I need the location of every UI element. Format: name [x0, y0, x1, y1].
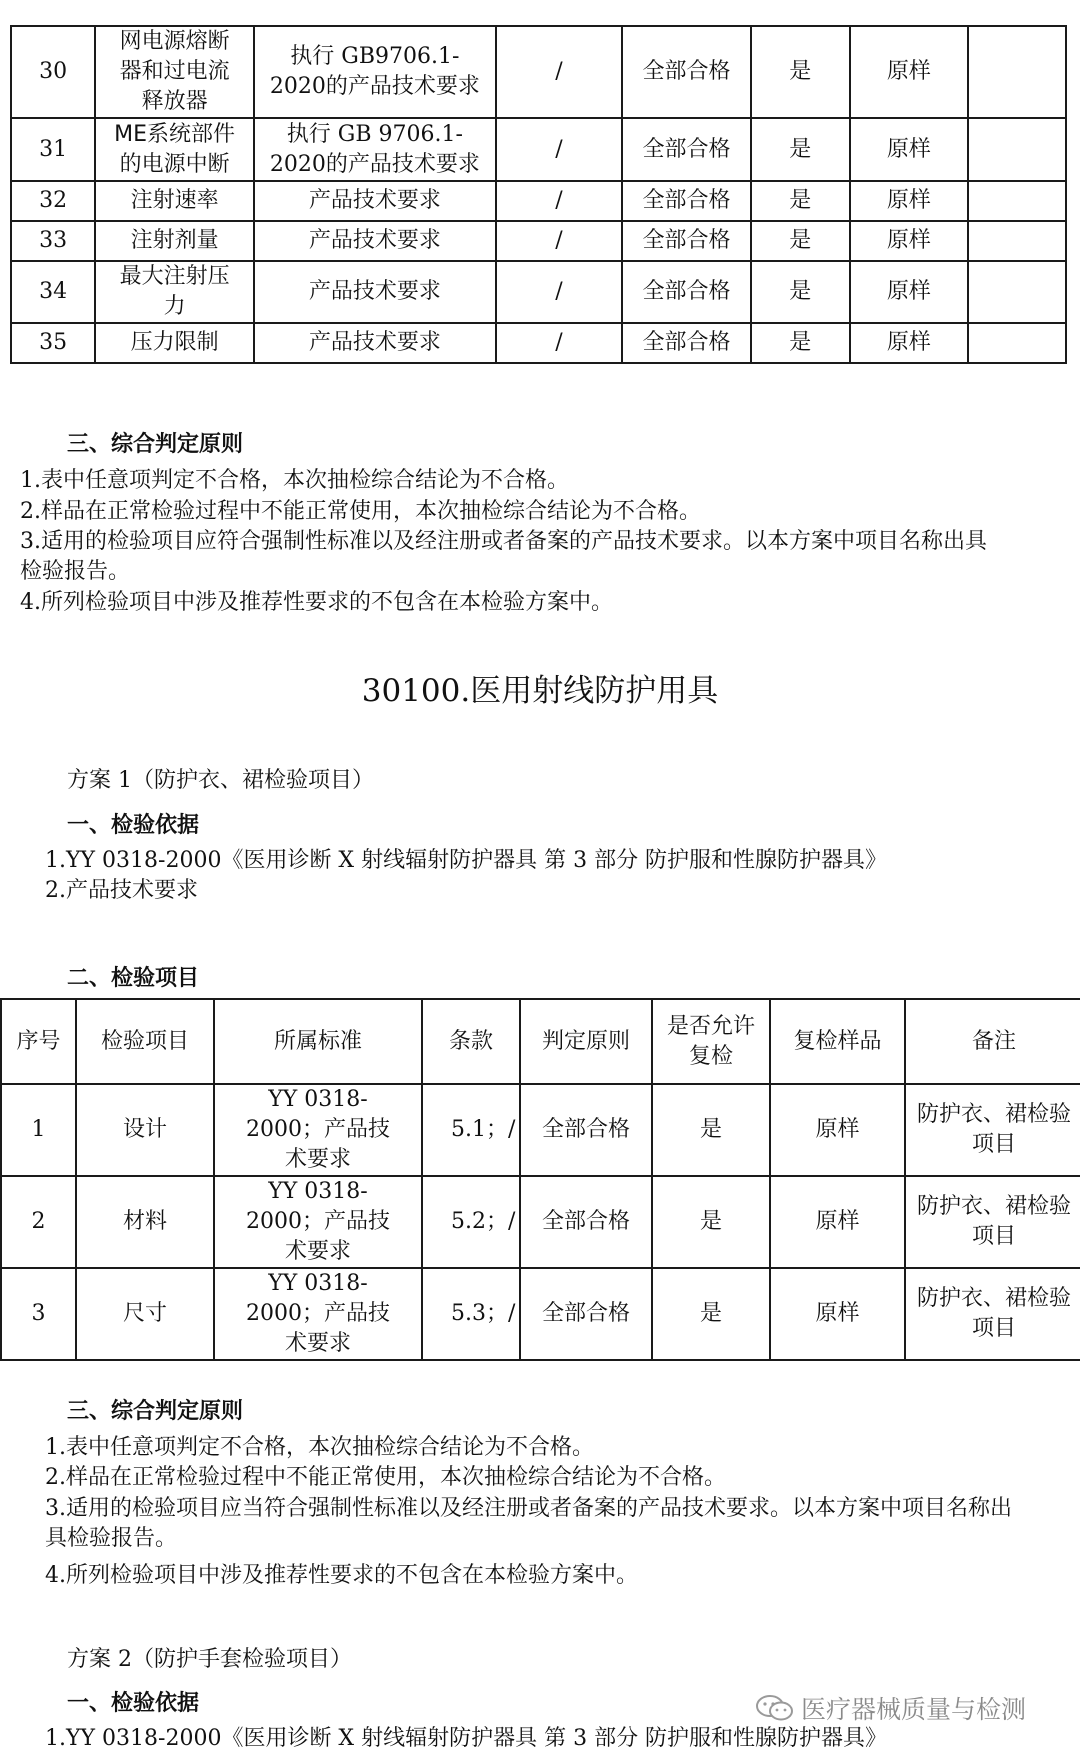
header-clause: 条款	[422, 999, 520, 1084]
cell-sample: 原样	[770, 1176, 905, 1268]
cell-sample: 原样	[850, 221, 969, 261]
cell-no: 35	[11, 323, 95, 363]
cell-recheck: 是	[751, 181, 850, 221]
inspection-items-table	[0, 998, 1080, 1361]
table-row	[11, 221, 1066, 261]
cell-clause: /	[496, 26, 622, 118]
table-row	[1, 1084, 1080, 1176]
cell-rule: 全部合格	[520, 1084, 652, 1176]
basis-line: 1.YY 0318-2000《医用诊断 X 射线辐射防护器具 第 3 部分 防护服和性腺防护器具》	[45, 1726, 888, 1751]
judgement-line: 具检验报告。	[45, 1526, 178, 1551]
cell-no: 33	[11, 221, 95, 261]
table-header-row	[1, 999, 1080, 1084]
cell-no: 2	[1, 1176, 76, 1268]
cell-rule: 全部合格	[520, 1268, 652, 1360]
cell-clause: 5.3；/	[422, 1268, 520, 1360]
table-row	[11, 181, 1066, 221]
inspection-table-continued	[10, 25, 1067, 364]
cell-item: 网电源熔断器和过电流释放器	[95, 26, 254, 118]
cell-note: 防护衣、裙检验项目	[905, 1084, 1080, 1176]
cell-recheck: 是	[751, 118, 850, 181]
items-heading: 二、检验项目	[67, 966, 200, 991]
header-item: 检验项目	[76, 999, 214, 1084]
judgement-line: 3.适用的检验项目应当符合强制性标准以及经注册或者备案的产品技术要求。以本方案中项目名称出	[45, 1496, 1012, 1521]
cell-rule: 全部合格	[622, 261, 751, 323]
judgement-line: 4.所列检验项目中涉及推荐性要求的不包含在本检验方案中。	[20, 590, 613, 615]
table-row	[11, 26, 1066, 118]
cell-sample: 原样	[850, 261, 969, 323]
judgement-line: 3.适用的检验项目应符合强制性标准以及经注册或者备案的产品技术要求。以本方案中项目名称出具	[20, 529, 987, 554]
cell-recheck: 是	[751, 261, 850, 323]
cell-standard: 产品技术要求	[254, 323, 496, 363]
judgement-line: 2.样品在正常检验过程中不能正常使用，本次抽检综合结论为不合格。	[20, 499, 701, 524]
header-standard: 所属标准	[214, 999, 422, 1084]
cell-note	[968, 118, 1066, 181]
cell-clause: 5.2；/	[422, 1176, 520, 1268]
cell-item: 设计	[76, 1084, 214, 1176]
cell-note	[968, 323, 1066, 363]
cell-no: 1	[1, 1084, 76, 1176]
cell-clause: /	[496, 323, 622, 363]
plan-2-label: 方案 2（防护手套检验项目）	[67, 1647, 352, 1672]
cell-standard: 执行 GB 9706.1-2020的产品技术要求	[254, 118, 496, 181]
cell-clause: /	[496, 118, 622, 181]
cell-item: 注射剂量	[95, 221, 254, 261]
cell-standard: 产品技术要求	[254, 221, 496, 261]
cell-recheck: 是	[652, 1268, 770, 1360]
watermark-text: 医疗器械质量与检测	[801, 1695, 1027, 1724]
section-heading-judgement: 三、综合判定原则	[67, 432, 244, 457]
cell-sample: 原样	[770, 1268, 905, 1360]
plan-1-label: 方案 1（防护衣、裙检验项目）	[67, 768, 374, 793]
cell-clause: /	[496, 261, 622, 323]
basis-line: 1.YY 0318-2000《医用诊断 X 射线辐射防护器具 第 3 部分 防护服和性腺防护器具》	[45, 848, 888, 873]
cell-sample: 原样	[850, 181, 969, 221]
cell-no: 32	[11, 181, 95, 221]
cell-sample: 原样	[850, 118, 969, 181]
document-title: 30100.医用射线防护用具	[361, 673, 719, 709]
wechat-icon	[755, 1693, 795, 1723]
cell-item: 材料	[76, 1176, 214, 1268]
cell-clause: /	[496, 181, 622, 221]
inspection-items-body	[1, 1084, 1080, 1360]
cell-rule: 全部合格	[622, 181, 751, 221]
cell-note	[968, 181, 1066, 221]
basis-heading: 一、检验依据	[67, 1691, 200, 1716]
header-recheck	[652, 999, 770, 1084]
cell-standard: YY 0318-2000；产品技术要求	[214, 1084, 422, 1176]
cell-clause: 5.1；/	[422, 1084, 520, 1176]
cell-rule: 全部合格	[520, 1176, 652, 1268]
header-rule: 判定原则	[520, 999, 652, 1084]
cell-item: ME系统部件的电源中断	[95, 118, 254, 181]
watermark	[755, 1690, 1026, 1726]
header-note: 备注	[905, 999, 1080, 1084]
judgement-line: 2.样品在正常检验过程中不能正常使用，本次抽检综合结论为不合格。	[45, 1465, 726, 1490]
header-sample: 复检样品	[770, 999, 905, 1084]
cell-item: 最大注射压力	[95, 261, 254, 323]
cell-note	[968, 261, 1066, 323]
judgement-line: 检验报告。	[20, 559, 131, 584]
basis-heading: 一、检验依据	[67, 813, 200, 838]
cell-rule: 全部合格	[622, 221, 751, 261]
cell-item: 压力限制	[95, 323, 254, 363]
cell-note: 防护衣、裙检验项目	[905, 1176, 1080, 1268]
cell-rule: 全部合格	[622, 26, 751, 118]
table-row	[11, 261, 1066, 323]
header-recheck-text: 是否允许复检	[667, 1013, 756, 1069]
table-row	[1, 1268, 1080, 1360]
cell-standard: YY 0318-2000；产品技术要求	[214, 1268, 422, 1360]
cell-recheck: 是	[652, 1176, 770, 1268]
cell-recheck: 是	[652, 1084, 770, 1176]
cell-standard: 产品技术要求	[254, 261, 496, 323]
table-row	[1, 1176, 1080, 1268]
basis-line: 2.产品技术要求	[45, 878, 198, 903]
cell-standard: 产品技术要求	[254, 181, 496, 221]
section-heading-judgement: 三、综合判定原则	[67, 1399, 244, 1424]
table-row	[11, 118, 1066, 181]
cell-no: 31	[11, 118, 95, 181]
cell-no: 34	[11, 261, 95, 323]
header-no: 序号	[1, 999, 76, 1084]
cell-recheck: 是	[751, 323, 850, 363]
cell-sample: 原样	[850, 26, 969, 118]
inspection-table-body	[11, 26, 1066, 363]
cell-recheck: 是	[751, 221, 850, 261]
cell-clause: /	[496, 221, 622, 261]
cell-recheck: 是	[751, 26, 850, 118]
cell-rule: 全部合格	[622, 323, 751, 363]
table-row	[11, 323, 1066, 363]
cell-no: 3	[1, 1268, 76, 1360]
judgement-line: 4.所列检验项目中涉及推荐性要求的不包含在本检验方案中。	[45, 1563, 638, 1588]
cell-rule: 全部合格	[622, 118, 751, 181]
cell-note: 防护衣、裙检验项目	[905, 1268, 1080, 1360]
judgement-line: 1.表中任意项判定不合格，本次抽检综合结论为不合格。	[45, 1435, 594, 1460]
judgement-line: 1.表中任意项判定不合格，本次抽检综合结论为不合格。	[20, 468, 569, 493]
cell-sample: 原样	[850, 323, 969, 363]
cell-standard: YY 0318-2000；产品技术要求	[214, 1176, 422, 1268]
cell-note	[968, 26, 1066, 118]
cell-no: 30	[11, 26, 95, 118]
cell-sample: 原样	[770, 1084, 905, 1176]
cell-standard: 执行 GB9706.1-2020的产品技术要求	[254, 26, 496, 118]
cell-note	[968, 221, 1066, 261]
cell-item: 注射速率	[95, 181, 254, 221]
cell-item: 尺寸	[76, 1268, 214, 1360]
